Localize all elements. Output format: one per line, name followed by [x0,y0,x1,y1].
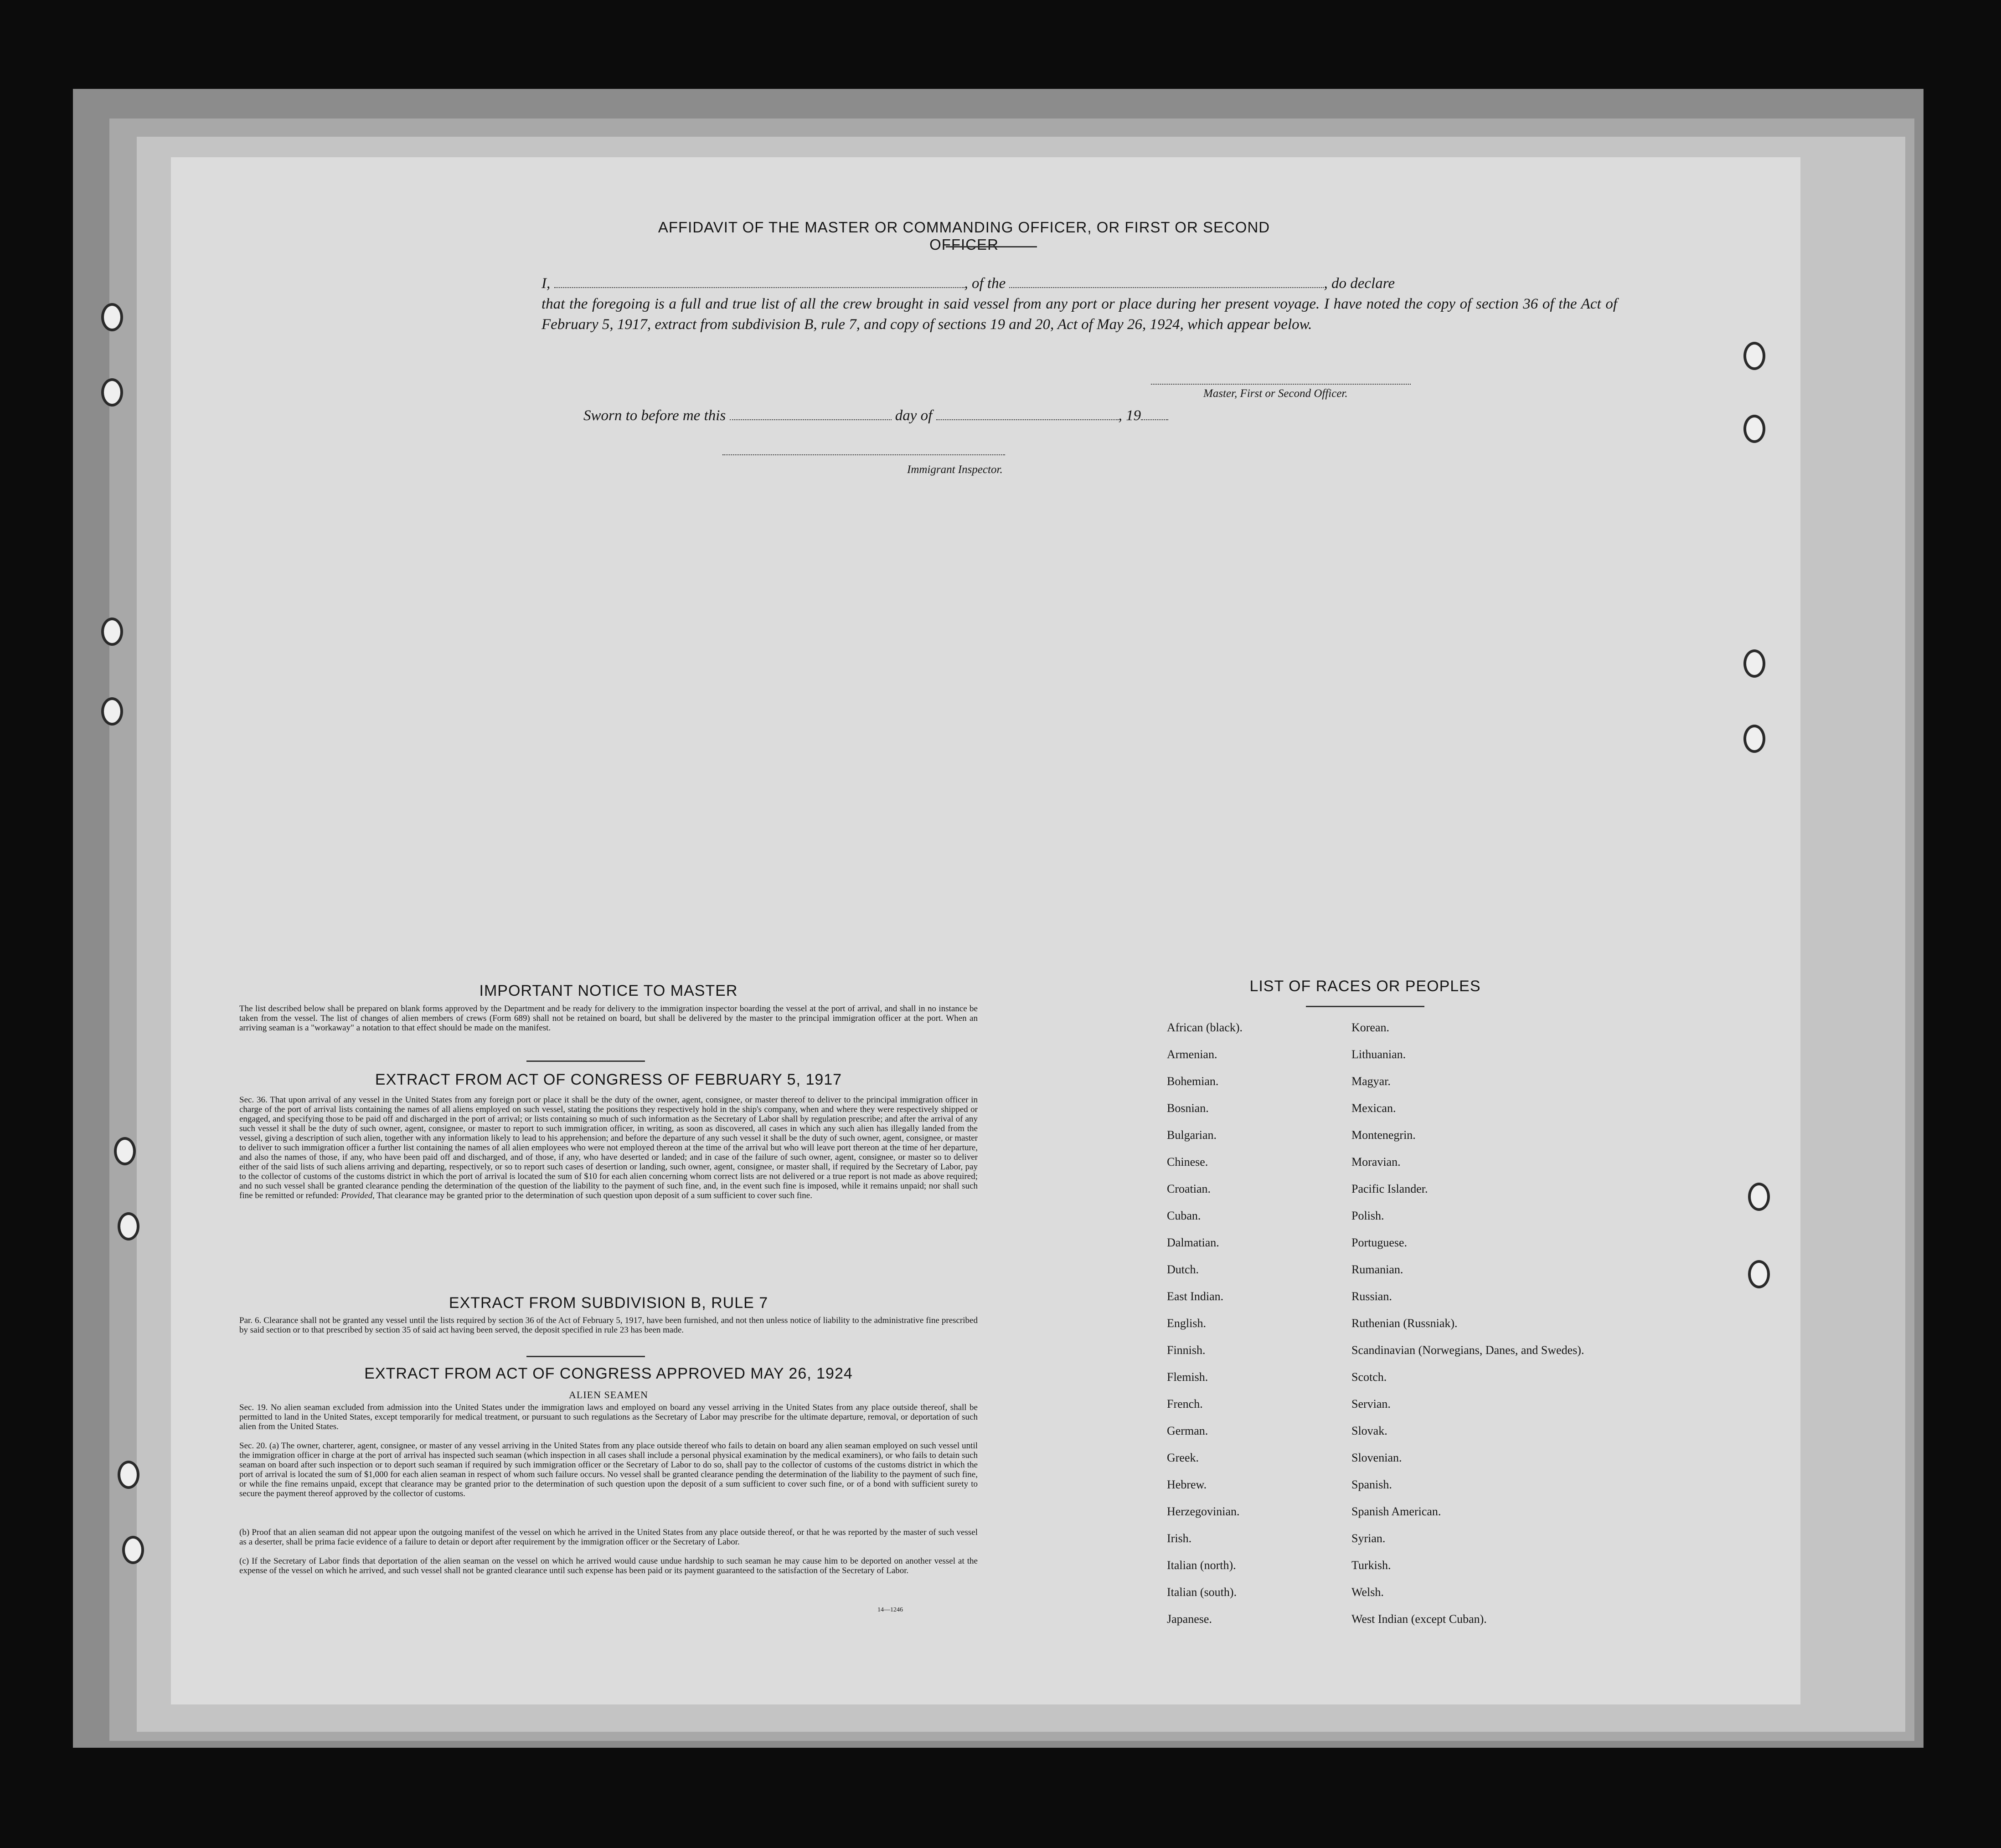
extract-1924-subtitle: ALIEN SEAMEN [569,1389,648,1400]
sworn-month-blank [936,419,1119,420]
declaration-do-declare: , do declare [1324,275,1395,292]
race-item: Mexican. [1351,1102,1396,1115]
race-item: Bulgarian. [1167,1128,1217,1142]
extract-1924-title: EXTRACT FROM ACT OF CONGRESS APPROVED MAY 26, 1924 [364,1365,853,1382]
race-item: Servian. [1351,1397,1391,1410]
extract-1924-sec20b: (b) Proof that an alien seaman did not appear upon the outgoing manifest of the vessel on which he arrived in the United States from any place outside thereof, or that he was reported by the master of such vessel as a deserter, shall be prima facie evidence of a failure to detain or deport after requirement by the immigration officer or the Secretary of Labor. [239,1528,978,1547]
race-item: Bohemian. [1167,1075,1219,1088]
form-number: 14—1246 [877,1606,903,1613]
binder-hole [118,1212,139,1241]
master-name-blank [554,287,964,288]
race-item: Polish. [1351,1209,1384,1222]
extract-1917-proviso-label: Provided, [341,1191,375,1200]
binder-hole [114,1137,136,1165]
race-item: Turkish. [1351,1559,1391,1572]
binder-hole [101,618,123,646]
binder-hole [1743,342,1765,370]
extract-1924-sec19: Sec. 19. No alien seaman excluded from admission into the United States under the immigration laws and employed on board any vessel arriving in the United States from any place outside thereof, shall be permitted to land in the United States, except temporarily for medical treatment, or pursuant to such regulations as the Secretary of Labor may prescribe for the ultimate departure, removal, or deportation of such alien from the United States. [239,1403,978,1431]
race-item: Armenian. [1167,1048,1217,1061]
title-divider [946,246,1037,247]
race-item: Chinese. [1167,1155,1208,1169]
race-item: Russian. [1351,1290,1392,1303]
rule7-divider [526,1356,645,1357]
sworn-day-blank [730,419,892,420]
extract-1917-text: That upon arrival of any vessel in the United States from any foreign port or place it shall be the duty of the owner, agent, consignee, or master thereof to deliver to the principal immigration officer in charge of the port of arrival lists containing the names of all aliens employed on such vessel, stating the positions they respectively hold in the ship's company, when and where they were respectively shipped or engaged, and specifying those to be paid off and discharged in the port of arrival; or lists containing so much of such information as the Secretary of Labor shall by regulation prescribe; and after the arrival of any such vessel it shall be the duty of such owner, agent, consignee, or master to report to such immigration officer, in writing, as soon as discovered, all cases in which any such alien has illegally landed from the vessel, giving a description of such alien, together with any information likely to lead to his apprehension; and before the departure of any such vessel it shall be the duty of such owner, agent, consignee, or master to deliver to such immigration officer a further list containing the names of all alien employees who were not employed thereon at the time of the arrival but who will leave port thereon at the time of her departure, and also the names of those, if any, who have been paid off and discharged, and of those, if any, who have deserted or landed; and in case of the failure of such owner, agent, consignee, or master so to deliver either of the said lists of such aliens arriving and departing, respectively, or so to report such cases of desertion or landing, such owner, agent, consignee, or master shall, if required by the Secretary of Labor, pay to the collector of customs of the customs district in which the port of arrival is located the sum of $10 for each alien concerning whom correct lists are not delivered or a true report is not made as above required; and no such vessel shall be granted clearance pending the determination of the question of the liability to the payment of such fine, and, in the event such fine is imposed, while it remains unpaid; nor shall such fine be remitted or refunded: [239,1095,978,1200]
binder-hole [101,697,123,726]
races-right-column [1351,1021,1588,1639]
race-item: Rumanian. [1351,1263,1403,1276]
race-item: Flemish. [1167,1370,1208,1384]
sworn-day-of: day of [895,407,933,424]
inspector-signature-line [722,454,1005,455]
race-item: Irish. [1167,1532,1192,1545]
race-item: Pacific Islander. [1351,1182,1428,1195]
race-item: Slovenian. [1351,1451,1402,1464]
declaration-of-the: , of the [964,275,1006,292]
race-item: Welsh. [1351,1585,1384,1599]
race-item: English. [1167,1317,1206,1330]
race-item: Dutch. [1167,1263,1199,1276]
race-item: Portuguese. [1351,1236,1408,1249]
extract-rule7-body: Par. 6. Clearance shall not be granted any vessel until the lists required by section 36 of the Act of February 5, 1917, have been furnished, and not then unless notice of liability to the administrative fine prescribed by said section or to that prescribed by section 35 of said act having been served, the deposit specified in rule 23 has been made. [239,1316,978,1335]
race-item: Lithuanian. [1351,1048,1406,1061]
master-signature-label: Master, First or Second Officer. [1203,387,1348,400]
race-item: Bosnian. [1167,1102,1209,1115]
extract-1917-proviso: That clearance may be granted prior to the determination of such question upon deposit of a sum sufficient to cover such fine. [376,1191,812,1200]
race-item: Dalmatian. [1167,1236,1219,1249]
extract-rule7-title: EXTRACT FROM SUBDIVISION B, RULE 7 [449,1294,768,1312]
master-signature-line [1151,384,1411,385]
vessel-name-blank [1009,287,1324,288]
race-item: Korean. [1351,1021,1390,1034]
race-item: Greek. [1167,1451,1199,1464]
sworn-year-blank [1141,419,1168,420]
race-item: Spanish. [1351,1478,1392,1491]
race-item: Italian (north). [1167,1559,1236,1572]
binder-hole [1748,1260,1770,1288]
race-item: Slovak. [1351,1424,1387,1437]
races-title: LIST OF RACES OR PEOPLES [1249,978,1481,995]
binder-hole [1743,725,1765,753]
declaration-line [542,273,1617,294]
extract-1924-sec20c: (c) If the Secretary of Labor finds that deportation of the alien seaman on the vessel on which he arrived would cause undue hardship to such seaman he may cause him to be deported on another vessel at the expense of the vessel on which he arrived, and such vessel shall not be granted clearance until such expense has been paid or its payment guaranteed to the satisfaction of the Secretary of Labor. [239,1556,978,1575]
race-item: West Indian (except Cuban). [1351,1612,1487,1626]
race-item: German. [1167,1424,1208,1437]
extract-1917-body [239,1095,978,1200]
binder-hole [101,303,123,331]
extract-1917-section-label: Sec. 36. [239,1095,268,1105]
extract-1924-sec20a: Sec. 20. (a) The owner, charterer, agent, consignee, or master of any vessel arriving in the United States from any place outside thereof who fails to detain on board any alien seaman employed on such vessel until the immigration officer in charge at the port of arrival has inspected such seaman (which inspection in all cases shall include a personal physical examination by the medical examiners), or who fails to detain such seaman on board after such inspection or to deport such seaman if required by such immigration officer or the Secretary of Labor to do so, shall pay to the collector of customs of the customs district in which the port of arrival is located the sum of $1,000 for each alien seaman in respect of whom such failure occurs. No vessel shall be granted clearance pending the determination of the liability to the payment of such fine, or while the fine remains unpaid, except that clearance may be granted prior to the determination of such question upon the deposit of a sum sufficient to cover such fine, or of a bond with sufficient surety to secure the payment thereof approved by the collector of customs. [239,1441,978,1498]
race-item: Croatian. [1167,1182,1211,1195]
race-item: Syrian. [1351,1532,1386,1545]
race-item: French. [1167,1397,1203,1410]
race-item: Ruthenian (Russniak). [1351,1317,1458,1330]
inspector-signature-label: Immigrant Inspector. [907,463,1003,476]
affidavit-title: AFFIDAVIT OF THE MASTER OR COMMANDING OFFICER, OR FIRST OR SECOND OFFICER [658,219,1270,253]
race-item: Italian (south). [1167,1585,1237,1599]
race-item: Scotch. [1351,1370,1387,1384]
race-item: Finnish. [1167,1344,1206,1357]
races-left-column [1167,1021,1340,1639]
sworn-line [583,406,1168,426]
notice-body: The list described below shall be prepared on blank forms approved by the Department and be ready for delivery to the immigration inspector boarding the vessel at the port of arrival, and shall in no instance be taken from the vessel. The list of changes of alien members of crews (Form 689) shall not be retained on board, but shall be delivered by the master to the principal immigration officer at the port. When an arriving seaman is a "workaway" a notation to that effect should be made on the manifest. [239,1004,978,1033]
extract-1917-title: EXTRACT FROM ACT OF CONGRESS OF FEBRUARY 5, 1917 [375,1071,842,1088]
race-item: African (black). [1167,1021,1243,1034]
declaration-i: I, [542,275,551,292]
declaration-statement: that the foregoing is a full and true list of all the crew brought in said vessel from any port or place during her present voyage. I have noted the copy of section 36 of the Act of February 5, 1917, extract from subdivision B, rule 7, and copy of sections 19 and 20, Act of May 26, 1924, which appear below. [542,296,1617,333]
sworn-prefix: Sworn to before me this [583,407,726,424]
binder-hole [1748,1183,1770,1211]
race-item: Spanish American. [1351,1505,1441,1518]
notice-divider [526,1060,645,1062]
binder-hole [101,378,123,407]
race-item: Japanese. [1167,1612,1212,1626]
race-item: Scandinavian (Norwegians, Danes, and Swedes). [1351,1344,1584,1357]
races-divider [1306,1006,1424,1007]
race-item: Magyar. [1351,1075,1391,1088]
race-item: Herzegovinian. [1167,1505,1240,1518]
race-item: Moravian. [1351,1155,1401,1169]
binder-hole [122,1536,144,1564]
binder-hole [1743,415,1765,443]
binder-hole [1743,649,1765,678]
race-item: East Indian. [1167,1290,1224,1303]
race-item: Hebrew. [1167,1478,1207,1491]
sworn-year-prefix: , 19 [1118,407,1141,424]
binder-hole [118,1461,139,1489]
affidavit-sheet [171,157,1800,1704]
notice-title: IMPORTANT NOTICE TO MASTER [479,982,738,999]
race-item: Cuban. [1167,1209,1201,1222]
race-item: Montenegrin. [1351,1128,1416,1142]
